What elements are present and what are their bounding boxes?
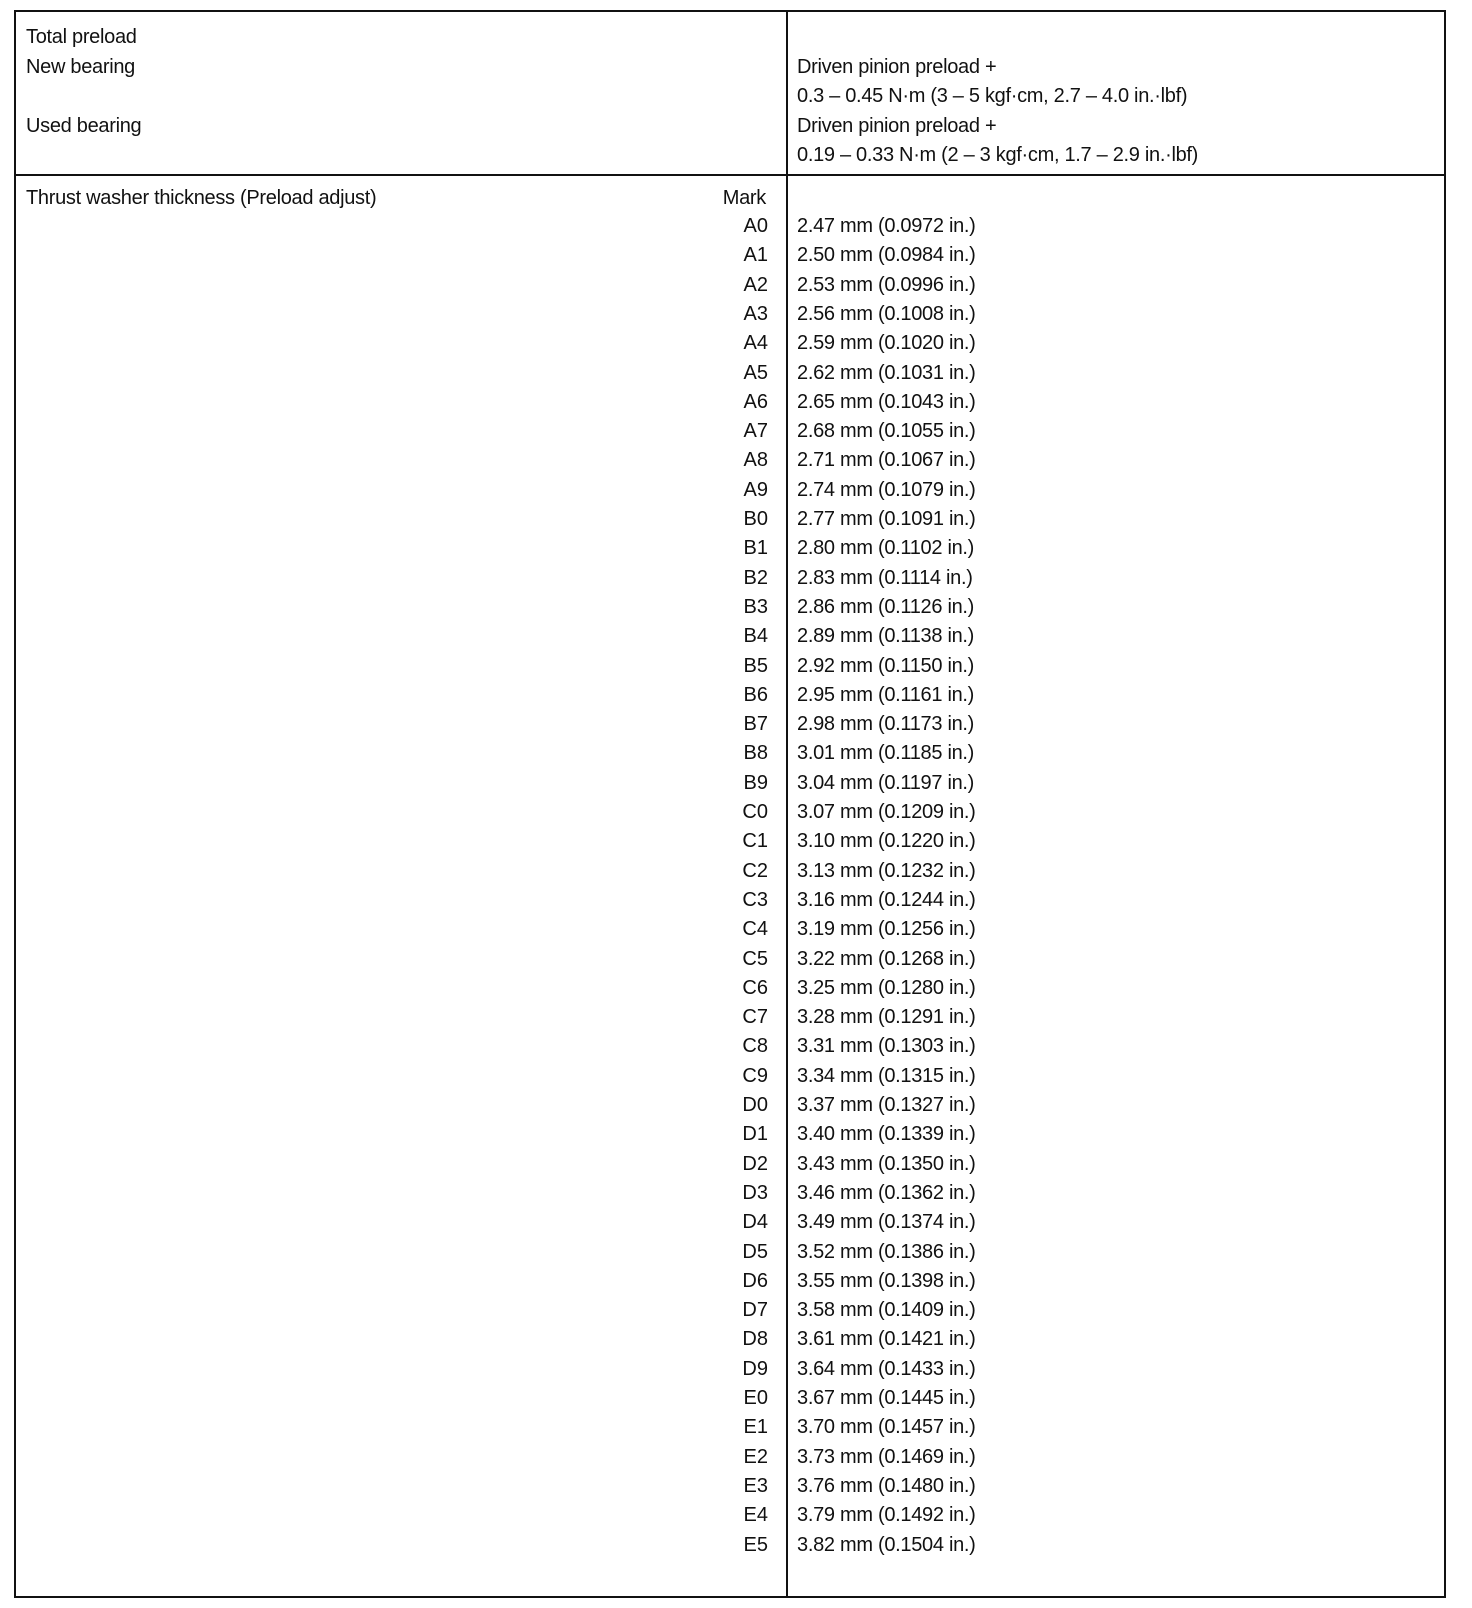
- washer-thickness: 3.07 mm (0.1209 in.): [797, 801, 976, 823]
- table-row: [16, 388, 1444, 418]
- new-bearing-label: New bearing: [26, 56, 135, 78]
- washer-mark: E4: [743, 1504, 768, 1527]
- washer-thickness: 3.04 mm (0.1197 in.): [797, 771, 975, 794]
- washer-mark: B1: [743, 537, 768, 560]
- table-row: [16, 505, 1444, 535]
- washer-mark: D2: [742, 1152, 768, 1175]
- washer-thickness: 3.28 mm (0.1291 in.): [797, 1006, 976, 1029]
- table-row: [16, 622, 1444, 652]
- washer-mark: D3: [742, 1181, 768, 1204]
- washer-thickness: 2.56 mm (0.1008 in.): [797, 302, 976, 325]
- table-row: [16, 1355, 1444, 1385]
- washer-mark: A2: [743, 273, 768, 296]
- table-row: [16, 1120, 1444, 1150]
- table-row: [16, 1150, 1444, 1180]
- table-row: [16, 915, 1444, 945]
- washer-mark: C8: [742, 1035, 768, 1058]
- washer-mark: A5: [743, 361, 768, 384]
- washer-thickness: 2.86 mm (0.1126 in.): [797, 595, 975, 618]
- table-row: [16, 1296, 1444, 1326]
- total-preload-label: Total preload: [26, 26, 137, 48]
- table-row: [16, 1531, 1444, 1561]
- table-row: [16, 1325, 1444, 1355]
- washer-mark: A0: [743, 215, 768, 237]
- washer-mark: D7: [742, 1299, 768, 1322]
- washer-thickness: 3.22 mm (0.1268 in.): [797, 947, 976, 970]
- washer-mark: C7: [742, 1006, 768, 1029]
- washer-mark: D4: [742, 1211, 768, 1234]
- washer-mark: C9: [742, 1064, 768, 1087]
- washer-mark: C2: [742, 859, 768, 882]
- washer-mark: D1: [742, 1123, 768, 1146]
- washer-thickness: 2.71 mm (0.1067 in.): [797, 449, 976, 472]
- washer-mark: C5: [742, 947, 768, 970]
- new-bearing-value-line1: Driven pinion preload +: [797, 56, 997, 78]
- washer-thickness: 2.47 mm (0.0972 in.): [797, 215, 976, 237]
- table-row: [16, 476, 1444, 506]
- washer-thickness: 3.10 mm (0.1220 in.): [797, 830, 976, 853]
- washer-mark: D5: [742, 1240, 768, 1263]
- table-row: [16, 1032, 1444, 1062]
- washer-thickness: 2.62 mm (0.1031 in.): [797, 361, 976, 384]
- table-row: [16, 681, 1444, 711]
- washer-thickness: 3.13 mm (0.1232 in.): [797, 859, 976, 882]
- washer-mark: D9: [742, 1357, 768, 1380]
- washer-mark: C3: [742, 888, 768, 911]
- table-row: [16, 271, 1444, 301]
- spec-table: [14, 10, 1446, 1598]
- washer-mark: B0: [743, 508, 768, 530]
- washer-mark: B9: [743, 771, 768, 794]
- table-row: [16, 857, 1444, 887]
- washer-thickness: 3.43 mm (0.1350 in.): [797, 1152, 976, 1175]
- washer-mark: B8: [743, 742, 768, 765]
- washer-thickness: 2.98 mm (0.1173 in.): [797, 713, 975, 736]
- washer-thickness: 2.92 mm (0.1150 in.): [797, 654, 975, 677]
- washer-thickness: 3.01 mm (0.1185 in.): [797, 742, 975, 765]
- washer-mark: A6: [743, 390, 768, 413]
- washer-thickness: 2.89 mm (0.1138 in.): [797, 625, 975, 648]
- table-row: [16, 446, 1444, 476]
- table-row: [16, 329, 1444, 359]
- washer-mark: B5: [743, 654, 768, 677]
- used-bearing-value-line1: Driven pinion preload +: [797, 115, 997, 137]
- washer-mark: D8: [742, 1328, 768, 1351]
- washer-thickness: 2.59 mm (0.1020 in.): [797, 332, 976, 355]
- washer-mark: A7: [743, 420, 768, 443]
- table-row: [16, 417, 1444, 447]
- washer-mark: E1: [743, 1416, 768, 1439]
- washer-mark: A9: [743, 478, 768, 501]
- section-divider: [16, 174, 1444, 176]
- washer-mark: B7: [743, 713, 768, 736]
- washer-thickness: 3.76 mm (0.1480 in.): [797, 1474, 976, 1497]
- table-row: [16, 593, 1444, 623]
- table-row: [16, 1238, 1444, 1268]
- washer-thickness: 3.52 mm (0.1386 in.): [797, 1240, 976, 1263]
- used-bearing-value-line2: 0.19 – 0.33 N·m (2 – 3 kgf·cm, 1.7 – 2.9 in.·lbf): [797, 144, 1199, 166]
- washer-mark: E2: [743, 1445, 768, 1468]
- washer-thickness: 3.82 mm (0.1504 in.): [797, 1533, 976, 1556]
- washer-thickness: 3.40 mm (0.1339 in.): [797, 1123, 976, 1146]
- table-row: [16, 886, 1444, 916]
- washer-thickness: 3.70 mm (0.1457 in.): [797, 1416, 976, 1439]
- table-row: [16, 739, 1444, 769]
- washer-thickness: 3.64 mm (0.1433 in.): [797, 1357, 976, 1380]
- table-row: [16, 827, 1444, 857]
- thrust-washer-label: Thrust washer thickness (Preload adjust): [26, 187, 377, 209]
- washer-mark: C1: [742, 830, 768, 853]
- washer-mark: B3: [743, 595, 768, 618]
- table-row: [16, 241, 1444, 271]
- washer-mark: C6: [742, 976, 768, 999]
- washer-thickness: 2.80 mm (0.1102 in.): [797, 537, 975, 560]
- washer-mark: E5: [743, 1533, 768, 1556]
- table-row: [16, 1384, 1444, 1414]
- table-row: [16, 1472, 1444, 1502]
- washer-thickness: 3.16 mm (0.1244 in.): [797, 888, 976, 911]
- washer-mark: D6: [742, 1269, 768, 1292]
- washer-thickness: 3.61 mm (0.1421 in.): [797, 1328, 976, 1351]
- table-row: [16, 1267, 1444, 1297]
- table-row: [16, 1443, 1444, 1473]
- mark-column-header: Mark: [722, 187, 766, 209]
- table-row: [16, 652, 1444, 682]
- washer-thickness: 2.74 mm (0.1079 in.): [797, 478, 976, 501]
- washer-thickness: 3.79 mm (0.1492 in.): [797, 1504, 976, 1527]
- washer-thickness: 3.34 mm (0.1315 in.): [797, 1064, 976, 1087]
- table-row: [16, 300, 1444, 330]
- table-row: [16, 534, 1444, 564]
- table-row: [16, 1179, 1444, 1209]
- table-row: [16, 798, 1444, 828]
- washer-mark: A8: [743, 449, 768, 472]
- new-bearing-value-line2: 0.3 – 0.45 N·m (3 – 5 kgf·cm, 2.7 – 4.0 in.·lbf): [797, 85, 1188, 107]
- washer-thickness: 3.19 mm (0.1256 in.): [797, 918, 976, 941]
- washer-mark: A3: [743, 302, 768, 325]
- washer-mark: C0: [742, 801, 768, 823]
- washer-thickness: 2.65 mm (0.1043 in.): [797, 390, 976, 413]
- washer-thickness: 2.77 mm (0.1091 in.): [797, 508, 976, 530]
- table-row: [16, 359, 1444, 389]
- washer-mark: E3: [743, 1474, 768, 1497]
- table-row: [16, 1208, 1444, 1238]
- table-row: [16, 1003, 1444, 1033]
- washer-thickness: 3.58 mm (0.1409 in.): [797, 1299, 976, 1322]
- table-row: [16, 564, 1444, 594]
- washer-mark: B2: [743, 566, 768, 589]
- washer-thickness: 3.73 mm (0.1469 in.): [797, 1445, 976, 1468]
- washer-thickness: 2.50 mm (0.0984 in.): [797, 244, 976, 267]
- table-row: [16, 1091, 1444, 1121]
- washer-mark: C4: [742, 918, 768, 941]
- washer-thickness: 3.55 mm (0.1398 in.): [797, 1269, 976, 1292]
- washer-thickness: 3.31 mm (0.1303 in.): [797, 1035, 976, 1058]
- used-bearing-label: Used bearing: [26, 115, 142, 137]
- washer-mark: D0: [742, 1094, 768, 1116]
- washer-mark: A1: [743, 244, 768, 267]
- washer-thickness: 3.25 mm (0.1280 in.): [797, 976, 976, 999]
- table-row: [16, 945, 1444, 975]
- table-row: [16, 1062, 1444, 1092]
- table-row: [16, 1413, 1444, 1443]
- washer-thickness: 3.46 mm (0.1362 in.): [797, 1181, 976, 1204]
- table-row: [16, 974, 1444, 1004]
- washer-mark: B4: [743, 625, 768, 648]
- table-row: [16, 1501, 1444, 1531]
- washer-mark: B6: [743, 683, 768, 706]
- washer-thickness: 2.68 mm (0.1055 in.): [797, 420, 976, 443]
- washer-thickness: 2.53 mm (0.0996 in.): [797, 273, 976, 296]
- table-row: [16, 769, 1444, 799]
- washer-thickness: 3.67 mm (0.1445 in.): [797, 1387, 976, 1409]
- washer-mark: A4: [743, 332, 768, 355]
- washer-thickness: 2.83 mm (0.1114 in.): [797, 566, 973, 589]
- table-row: [16, 212, 1444, 242]
- washer-thickness: 2.95 mm (0.1161 in.): [797, 683, 975, 706]
- table-row: [16, 710, 1444, 740]
- washer-thickness: 3.37 mm (0.1327 in.): [797, 1094, 976, 1116]
- washer-thickness: 3.49 mm (0.1374 in.): [797, 1211, 976, 1234]
- washer-mark: E0: [743, 1387, 768, 1409]
